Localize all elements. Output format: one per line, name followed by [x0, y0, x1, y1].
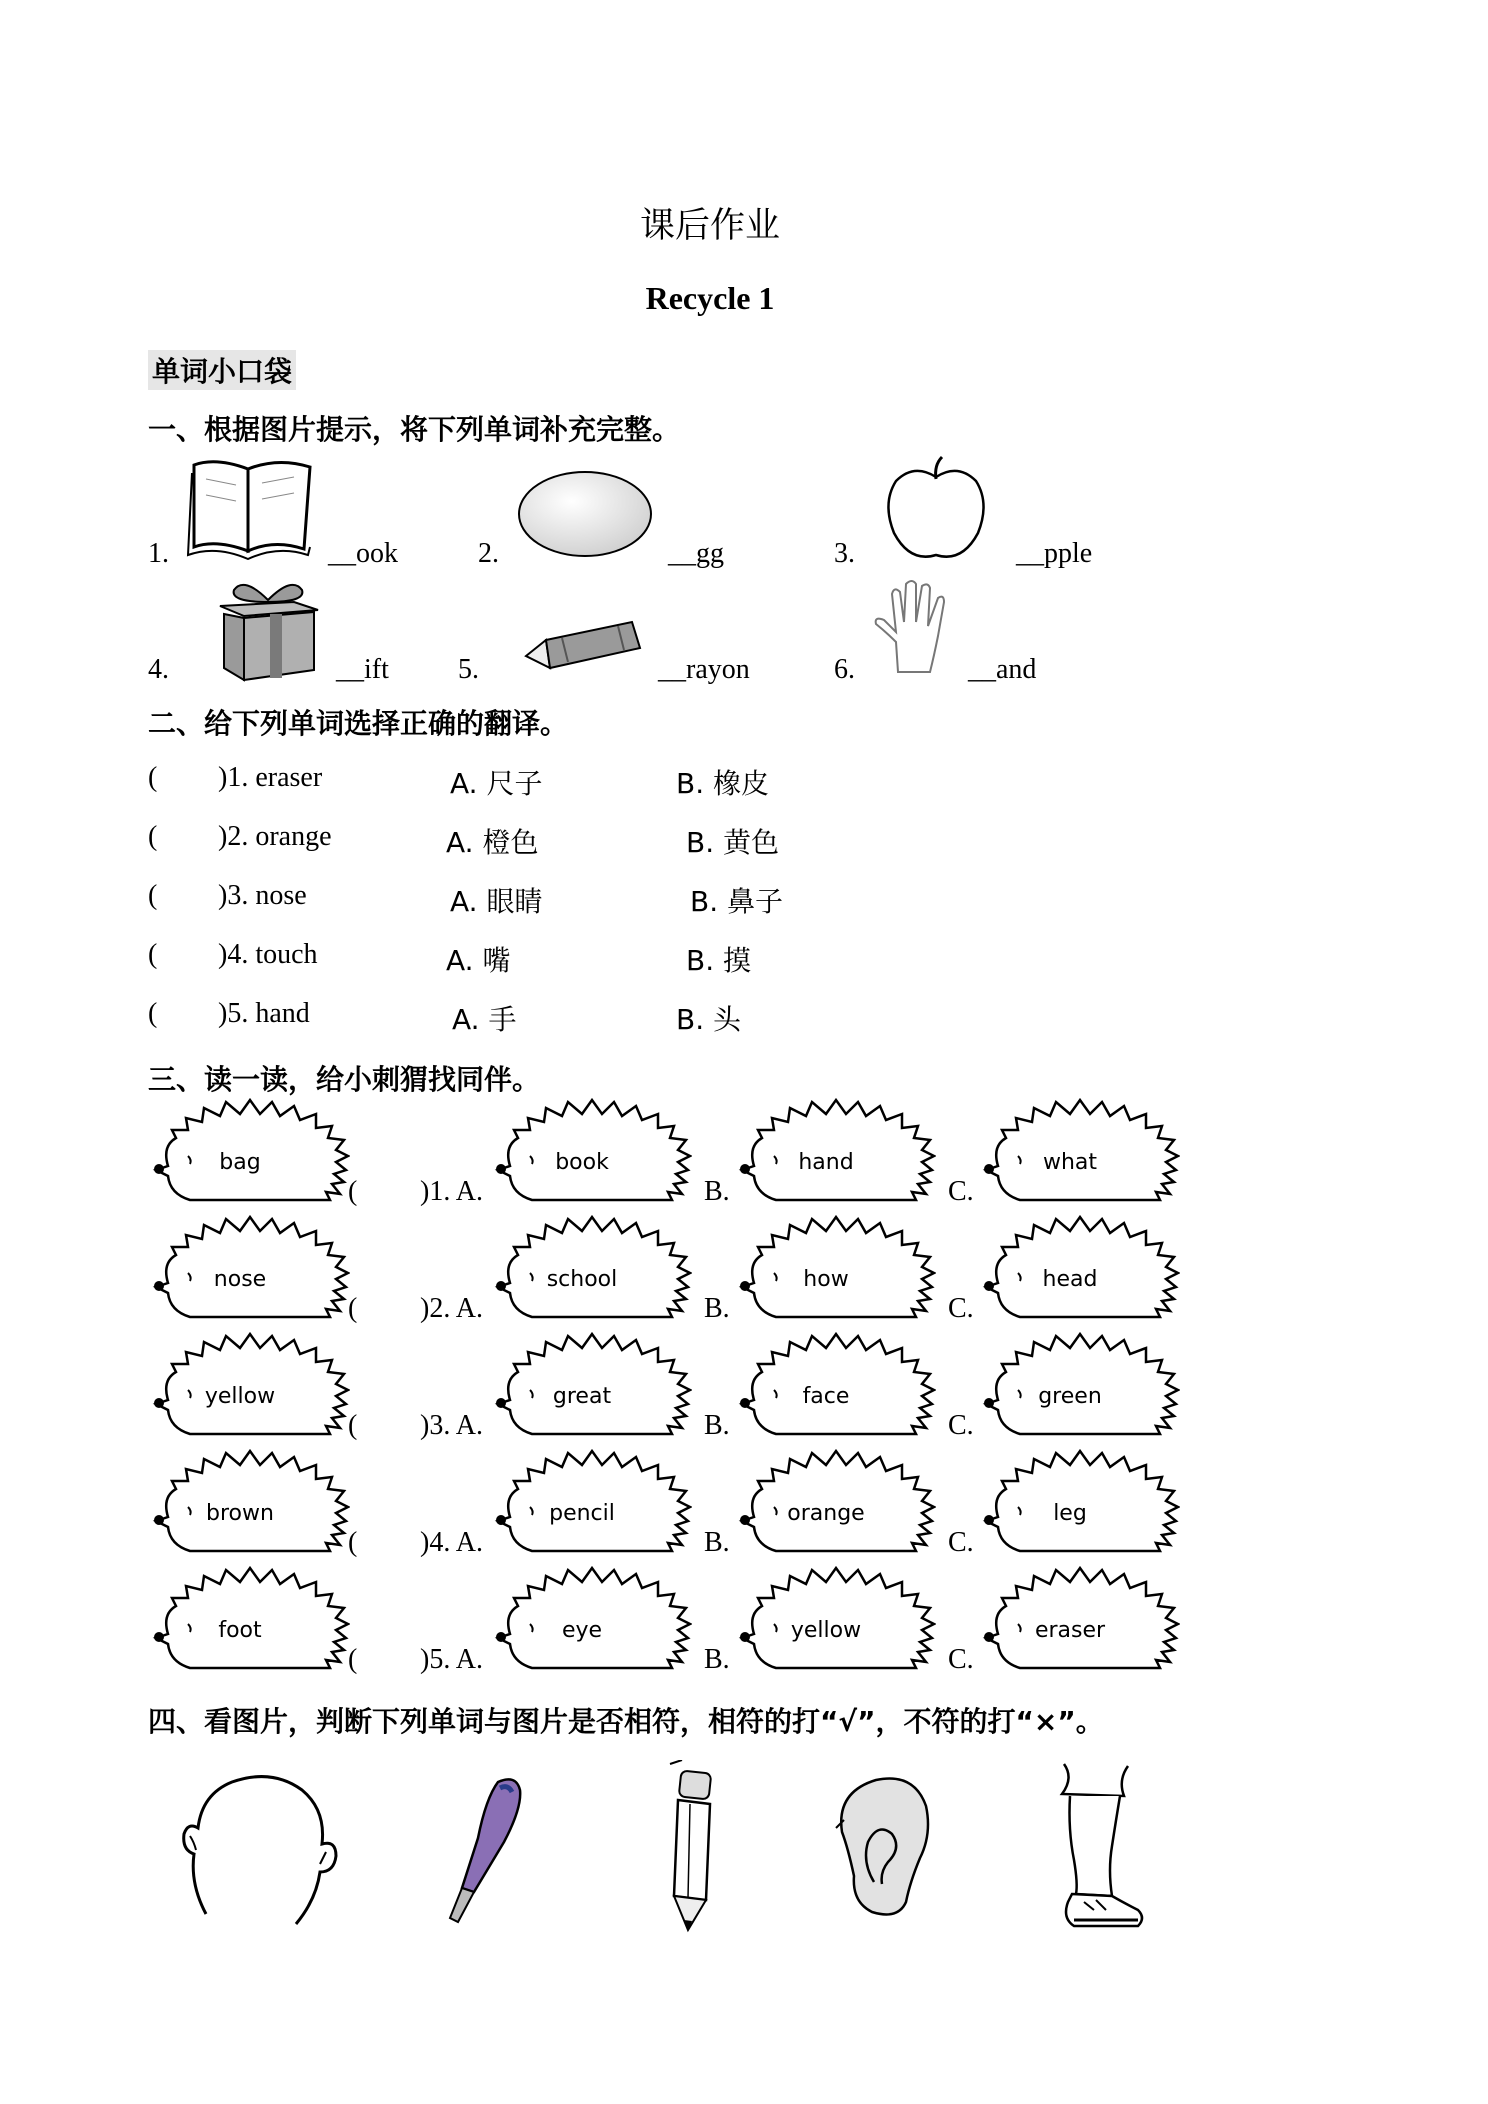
option-b: B. 摸 [686, 944, 752, 977]
option-a-label: )2. A. [420, 1293, 483, 1324]
hand-icon [872, 576, 962, 676]
hedgehog-option-c[interactable] [980, 1096, 1180, 1202]
hedgehog-word: great [552, 1384, 612, 1409]
head-icon [176, 1764, 346, 1934]
hedgehog-option-c[interactable] [980, 1447, 1180, 1553]
option-a-label: )5. A. [420, 1644, 483, 1675]
pen-icon [428, 1772, 538, 1932]
section3-heading: 三、读一读，给小刺猬找同伴。 [148, 1063, 541, 1096]
word-blank[interactable]: __ook [328, 538, 398, 569]
section4-heading: 四、看图片，判断下列单词与图片是否相符，相符的打“√”，不符的打“×”。 [148, 1705, 1104, 1738]
hedgehog-option-b[interactable] [736, 1213, 936, 1319]
hedgehog-word: eraser [1034, 1618, 1106, 1643]
hedgehog-option-b[interactable] [736, 1330, 936, 1436]
leg-icon [1050, 1760, 1150, 1940]
question-word: )4. touch [218, 939, 318, 970]
word-blank[interactable]: __ift [336, 654, 389, 685]
ear-icon [832, 1772, 936, 1922]
crayon-icon [522, 618, 644, 674]
answer-paren[interactable]: ( [148, 998, 158, 1029]
hedgehog-word: yellow [790, 1618, 862, 1643]
question-word: )3. nose [218, 880, 307, 911]
item-number: 5. [458, 654, 479, 685]
hedgehog-word: what [1042, 1150, 1098, 1175]
option-b-label: B. [704, 1527, 730, 1558]
option-a: A. 尺子 [450, 767, 543, 800]
option-c-label: C. [948, 1410, 974, 1441]
option-b: B. 鼻子 [690, 885, 784, 918]
answer-paren[interactable]: ( [148, 939, 158, 970]
item-number: 6. [834, 654, 855, 685]
book-icon [186, 455, 316, 560]
hedgehog-option-c[interactable] [980, 1213, 1180, 1319]
hedgehog-option-b[interactable] [736, 1096, 936, 1202]
option-b: B. 橡皮 [676, 767, 770, 800]
hedgehog-word: foot [218, 1618, 262, 1643]
option-a: A. 橙色 [446, 826, 539, 859]
hedgehog-key [150, 1330, 350, 1436]
option-b-label: B. [704, 1293, 730, 1324]
apple-icon [884, 455, 988, 565]
answer-paren[interactable]: ( [348, 1527, 358, 1558]
egg-icon [515, 468, 655, 560]
option-a-label: )1. A. [420, 1176, 483, 1207]
hedgehog-word: brown [206, 1501, 274, 1526]
hedgehog-option-b[interactable] [736, 1564, 936, 1670]
option-a: A. 眼睛 [450, 885, 543, 918]
answer-paren[interactable]: ( [148, 821, 158, 852]
answer-paren[interactable]: ( [148, 762, 158, 793]
hedgehog-word: green [1038, 1384, 1102, 1409]
item-number: 2. [478, 538, 499, 569]
page-subtitle: Recycle 1 [645, 280, 775, 316]
option-b-label: B. [704, 1410, 730, 1441]
hedgehog-word: nose [213, 1267, 267, 1292]
option-b: B. 黄色 [686, 826, 780, 859]
hedgehog-word: book [555, 1150, 609, 1175]
hedgehog-word: school [546, 1267, 618, 1292]
option-b: B. 头 [676, 1003, 742, 1036]
item-number: 3. [834, 538, 855, 569]
word-blank[interactable]: __pple [1016, 538, 1093, 569]
pencil-icon [660, 1760, 730, 1936]
section1-heading: 一、根据图片提示，将下列单词补充完整。 [148, 413, 681, 446]
hedgehog-word: how [803, 1267, 849, 1292]
hedgehog-word: head [1042, 1267, 1098, 1292]
answer-paren[interactable]: ( [348, 1176, 358, 1207]
option-a-label: )3. A. [420, 1410, 483, 1441]
hedgehog-key [150, 1213, 350, 1319]
word-blank[interactable]: __and [968, 654, 1037, 685]
hedgehog-word: orange [787, 1501, 865, 1526]
hedgehog-key [150, 1564, 350, 1670]
hedgehog-option-a[interactable] [492, 1330, 692, 1436]
hedgehog-word: eye [561, 1618, 603, 1643]
option-c-label: C. [948, 1176, 974, 1207]
option-b-label: B. [704, 1644, 730, 1675]
question-word: )1. eraser [218, 762, 323, 793]
gift-icon [214, 576, 324, 682]
word-blank[interactable]: __gg [668, 538, 724, 569]
answer-paren[interactable]: ( [348, 1410, 358, 1441]
item-number: 1. [148, 538, 169, 569]
hedgehog-option-c[interactable] [980, 1330, 1180, 1436]
hedgehog-word: leg [1053, 1501, 1087, 1526]
hedgehog-option-c[interactable] [980, 1564, 1180, 1670]
answer-paren[interactable]: ( [348, 1293, 358, 1324]
hedgehog-option-a[interactable] [492, 1447, 692, 1553]
hedgehog-word: hand [798, 1150, 854, 1175]
option-c-label: C. [948, 1527, 974, 1558]
hedgehog-key [150, 1447, 350, 1553]
option-a: A. 手 [452, 1003, 517, 1036]
answer-paren[interactable]: ( [348, 1644, 358, 1675]
hedgehog-option-a[interactable] [492, 1564, 692, 1670]
hedgehog-option-a[interactable] [492, 1213, 692, 1319]
question-word: )5. hand [218, 998, 310, 1029]
hedgehog-option-b[interactable] [736, 1447, 936, 1553]
hedgehog-option-a[interactable] [492, 1096, 692, 1202]
page-title: 课后作业 [639, 206, 780, 246]
hedgehog-key [150, 1096, 350, 1202]
section2-heading: 二、给下列单词选择正确的翻译。 [148, 707, 569, 740]
option-a: A. 嘴 [446, 944, 511, 977]
question-word: )2. orange [218, 821, 332, 852]
hedgehog-word: pencil [549, 1501, 615, 1526]
option-c-label: C. [948, 1293, 974, 1324]
word-blank[interactable]: __rayon [658, 654, 750, 685]
hedgehog-word: bag [219, 1150, 261, 1175]
option-a-label: )4. A. [420, 1527, 483, 1558]
hedgehog-word: face [802, 1384, 850, 1409]
answer-paren[interactable]: ( [148, 880, 158, 911]
section-label: 单词小口袋 [148, 350, 296, 390]
item-number: 4. [148, 654, 169, 685]
hedgehog-word: yellow [204, 1384, 276, 1409]
option-c-label: C. [948, 1644, 974, 1675]
option-b-label: B. [704, 1176, 730, 1207]
